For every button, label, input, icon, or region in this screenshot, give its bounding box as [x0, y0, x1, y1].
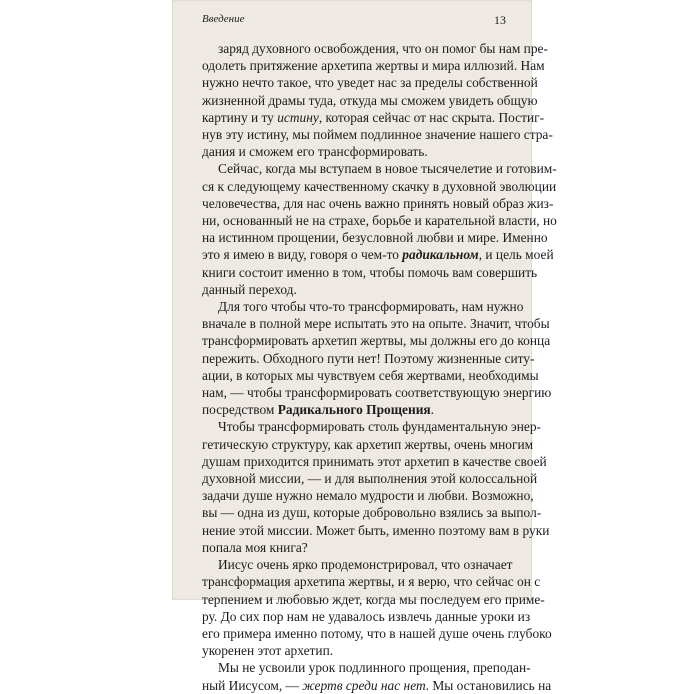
running-header: [202, 13, 506, 29]
page-number: 13: [494, 13, 506, 27]
text-line: [202, 332, 551, 349]
book-page: [172, 0, 557, 693]
text-line: [202, 178, 557, 195]
text-line: [202, 591, 545, 608]
text-run: задачи душе нужно немало мудрости и любви. Возможно,: [202, 488, 534, 504]
text-line: [202, 608, 531, 625]
section-title: Введение: [202, 13, 245, 25]
text-line: [202, 160, 557, 177]
text-run: нение этой миссии. Может быть, именно поэтому вам в руки: [202, 522, 550, 538]
text-run: человечества, для нас очень важно принять новый образ жиз-: [202, 195, 554, 211]
text-line: [202, 57, 545, 74]
text-line: [202, 246, 554, 263]
text-line: [202, 109, 545, 126]
text-run: ру. До сих пор нам не удавалось извлечь данные уроки из: [202, 608, 531, 624]
text-run: жизненной драмы туда, откуда мы сможем увидеть общую: [202, 92, 538, 108]
text-line: [202, 126, 553, 143]
text-run: Сейчас, когда мы вступаем в новое тысячелетие и готовим-: [218, 161, 557, 177]
text-line: [202, 195, 554, 212]
text-run: нужно нечто такое, что уведет нас за пределы собственной: [202, 75, 538, 91]
text-run: Иисус очень ярко продемонстрировал, что означает: [218, 557, 513, 573]
text-run: . Мы остановились на: [425, 677, 552, 693]
text-line: [202, 539, 508, 556]
paragraph: [202, 160, 557, 298]
text-run: данный переход.: [202, 281, 297, 297]
paragraph: [202, 659, 552, 693]
text-line: [202, 401, 508, 418]
text-line: [202, 659, 531, 676]
text-run: Чтобы трансформировать столь фундаментальную энер-: [218, 419, 542, 435]
text-line: [202, 436, 534, 453]
text-run: картину и ту: [202, 109, 278, 125]
text-run: гетическую структуру, как архетип жертвы, очень многим: [202, 436, 534, 452]
paragraph: [202, 298, 552, 418]
text-run: , которая сейчас от нас скрыта. Постиг-: [318, 109, 545, 125]
text-run: нам, — чтобы трансформировать соответствующую энергию: [202, 385, 552, 401]
text-run: книги состоит именно в том, чтобы помочь вам совершить: [202, 264, 538, 280]
paragraph: [202, 556, 552, 659]
text-run: его примера именно потому, что в нашей душе очень глубоко: [202, 625, 552, 641]
text-line: [202, 573, 541, 590]
text-run: дания и сможем его трансформировать.: [202, 144, 428, 160]
text-run: попала моя книга?: [202, 539, 308, 555]
text-run: одолеть притяжение архетипа жертвы и мира иллюзий. Нам: [202, 58, 545, 74]
text-run: ации, в которых мы чувствуем себя жертвами, необходимы: [202, 367, 539, 383]
text-line: [202, 384, 552, 401]
text-run: ни, основанный не на страхе, борьбе и карательной власти, но: [202, 213, 557, 229]
text-line: [202, 556, 513, 573]
text-line: [202, 315, 550, 332]
text-line: [202, 522, 550, 539]
text-line: [202, 229, 548, 246]
text-line: [202, 92, 538, 109]
text-line: [202, 212, 557, 229]
text-run: заряд духовного освобождения, что он помог бы нам пре-: [218, 41, 548, 56]
text-line: [202, 642, 508, 659]
paragraph: [202, 40, 553, 160]
text-run: Для того чтобы что-то трансформировать, нам нужно: [218, 299, 524, 315]
text-run: вы — одна из душ, которые добровольно взялись за выпол-: [202, 505, 542, 521]
text-run: вначале в полной мере испытать это на опыте. Значит, чтобы: [202, 316, 550, 332]
text-run: терпением и любовью ждет, когда мы последуем его приме-: [202, 591, 545, 607]
text-line: [202, 264, 538, 281]
text-line: [202, 418, 542, 435]
text-run: ный Иисусом, —: [202, 677, 303, 693]
text-run: .: [430, 402, 435, 418]
emphasis-text: Радикального Прощения: [277, 402, 431, 418]
text-line: [202, 487, 534, 504]
text-run: Мы не усвоили урок подлинного прощения, преподан-: [218, 660, 531, 676]
text-run: душам приходится принимать этот архетип в качестве своей: [202, 453, 547, 469]
text-line: [202, 74, 538, 91]
text-run: духовной миссии, — и для выполнения этой колоссальной: [202, 471, 538, 487]
text-line: [202, 350, 535, 367]
text-run: нув эту истину, мы поймем подлинное значение нашего стра-: [202, 127, 553, 143]
emphasis-text: жертв среди нас нет: [302, 677, 426, 693]
text-run: ся к следующему качественному скачку в духовной эволюции: [202, 178, 557, 194]
text-line: [202, 470, 538, 487]
text-run: , и цель моей: [478, 247, 554, 263]
text-line: [202, 40, 548, 57]
text-line: [202, 298, 524, 315]
text-line: [202, 453, 547, 470]
text-run: трансформация архетипа жертвы, и я верю, что сейчас он с: [202, 574, 541, 590]
text-line: [202, 504, 542, 521]
body-text: [202, 40, 557, 694]
text-run: трансформировать архетип жертвы, мы должны его до конца: [202, 333, 551, 349]
emphasis-text: радикальном: [402, 247, 479, 263]
emphasis-text: истину: [277, 109, 319, 125]
text-line: [202, 677, 552, 694]
paragraph: [202, 418, 550, 556]
text-run: укоренен этот архетип.: [202, 643, 334, 659]
text-run: пережить. Обходного пути нет! Поэтому жизненные ситу-: [202, 350, 535, 366]
text-run: на истинном прощении, безусловной любви и мире. Именно: [202, 230, 548, 246]
text-run: это я имею в виду, говоря о чем-то: [202, 247, 403, 263]
text-line: [202, 281, 508, 298]
text-line: [202, 367, 539, 384]
text-run: посредством: [202, 402, 278, 418]
text-line: [202, 625, 552, 642]
text-line: [202, 143, 508, 160]
